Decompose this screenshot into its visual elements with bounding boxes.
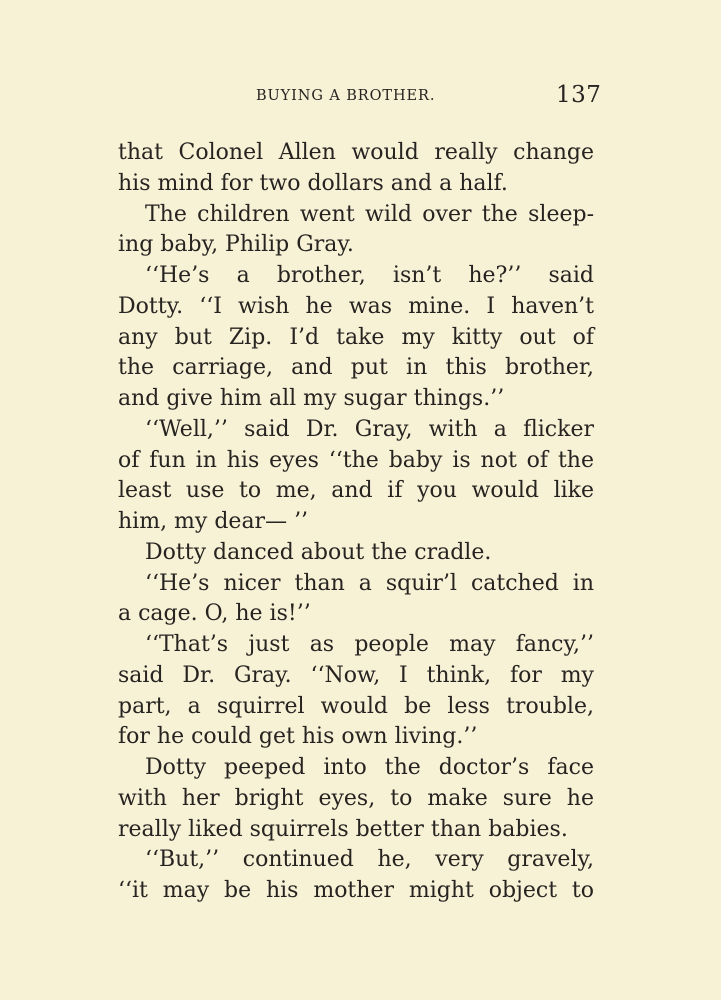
text-line: said Dr. Gray. ‘‘Now, I think, for my bbox=[118, 662, 594, 688]
running-title: BUYING A BROTHER. bbox=[256, 88, 436, 104]
text-line: for he could get his own living.’’ bbox=[118, 724, 478, 750]
text-line: a cage. O, he is!’’ bbox=[118, 601, 311, 627]
body-text bbox=[118, 138, 594, 907]
text-line: ‘‘That’s just as people may fancy,’’ bbox=[145, 632, 594, 657]
text-line: ing baby, Philip Gray. bbox=[118, 232, 354, 258]
text-line: ‘‘it may be his mother might object to bbox=[118, 878, 594, 903]
page-number: 137 bbox=[556, 82, 602, 108]
text-line: with her bright eyes, to make sure he bbox=[118, 785, 594, 811]
text-line: really liked squirrels better than babies. bbox=[118, 816, 568, 842]
text-line: and give him all my sugar things.’’ bbox=[118, 386, 505, 411]
text-line: Dotty danced about the cradle. bbox=[145, 539, 492, 565]
text-line: least use to me, and if you would like bbox=[118, 478, 594, 504]
text-line: part, a squirrel would be less trouble, bbox=[118, 693, 594, 719]
text-line: Dotty peeped into the doctor’s face bbox=[145, 755, 594, 780]
text-line: the carriage, and put in this brother, bbox=[118, 355, 594, 381]
text-line: that Colonel Allen would really change bbox=[118, 140, 594, 165]
text-line: ‘‘Well,’’ said Dr. Gray, with a flicker bbox=[145, 416, 594, 442]
text-line: of fun in his eyes ‘‘the baby is not of the bbox=[118, 447, 594, 473]
running-head bbox=[0, 82, 721, 112]
text-line: ‘‘He’s nicer than a squir’l catched in bbox=[145, 570, 594, 596]
text-line: his mind for two dollars and a half. bbox=[118, 170, 508, 196]
text-line: The children went wild over the sleep- bbox=[145, 201, 594, 227]
text-line: ‘‘But,’’ continued he, very gravely, bbox=[145, 847, 594, 873]
text-line: Dotty. ‘‘I wish he was mine. I haven’t bbox=[118, 293, 594, 319]
text-line: him, my dear— ’’ bbox=[118, 509, 309, 534]
text-line: ‘‘He’s a brother, isn’t he?’’ said bbox=[145, 263, 594, 288]
text-line: any but Zip. I’d take my kitty out of bbox=[118, 324, 594, 350]
